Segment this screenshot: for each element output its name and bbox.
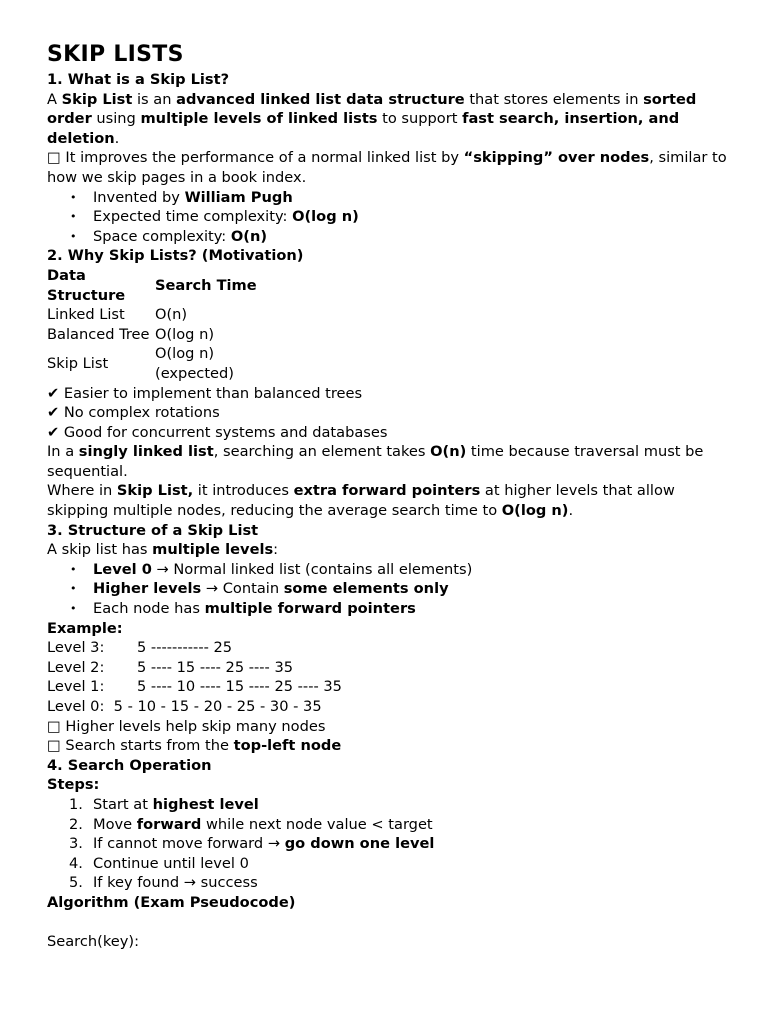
step-number: 4.	[69, 854, 83, 872]
note-search-start: □ Search starts from the top-left node	[47, 737, 342, 755]
check-item: ✔ No complex rotations	[47, 404, 220, 422]
list-item: • Each node has multiple forward pointers	[93, 599, 737, 619]
steps-list	[47, 795, 737, 893]
list-item: • Higher levels → Contain some elements only	[93, 579, 737, 599]
section-3-intro: A skip list has multiple levels:	[47, 541, 279, 559]
list-item: • Space complexity: O(n)	[93, 227, 737, 247]
step-number: 3.	[69, 835, 83, 853]
step-number: 1.	[69, 795, 83, 813]
level-0-line: Level 0: 5 - 10 - 15 - 20 - 25 - 30 - 35	[47, 698, 322, 715]
section-1-heading: 1. What is a Skip List?	[47, 71, 230, 88]
table-row	[47, 325, 275, 345]
list-item: 5. If key found → success	[69, 874, 258, 892]
section-2-para-skip-list: Where in Skip List, it introduces extra forward pointers at higher levels that allow skipping multiple nodes, reducing the average search time to O(log n).	[47, 482, 675, 520]
section-1-definition: A Skip List is an advanced linked list data structure that stores elements in sorted order using multiple levels of linked lists to support fast search, insertion, and deletion.	[47, 90, 697, 147]
level-label: Level 3:	[47, 639, 105, 657]
algorithm-label: Algorithm (Exam Pseudocode)	[47, 893, 296, 911]
section-3-bullets	[47, 560, 737, 619]
table-row	[47, 344, 275, 383]
table-header-row	[47, 266, 275, 305]
section-3-heading: 3. Structure of a Skip List	[47, 521, 259, 539]
comparison-table	[47, 266, 275, 384]
list-item: 4. Continue until level 0	[69, 854, 249, 872]
step-number: 5.	[69, 874, 83, 892]
level-line	[47, 658, 737, 678]
list-item: 3. If cannot move forward → go down one level	[69, 835, 435, 853]
level-value: 5 ---- 15 ---- 25 ---- 35	[137, 658, 294, 676]
section-1-note: □ It improves the performance of a normal linked list by “skipping” over nodes, similar to how we skip pages in a book index.	[47, 149, 727, 186]
blank-line	[47, 913, 737, 933]
step-number: 2.	[69, 815, 83, 833]
steps-label: Steps:	[47, 776, 100, 794]
document-page	[47, 40, 737, 952]
table-cell: Linked List	[47, 306, 125, 324]
table-cell: Skip List	[47, 355, 109, 373]
pseudocode-line: Search(key):	[47, 933, 139, 951]
example-label: Example:	[47, 619, 123, 637]
note-higher-levels: □ Higher levels help skip many nodes	[47, 717, 326, 735]
section-2-para-linked-list: In a singly linked list, searching an element takes O(n) time because traversal must be sequential.	[47, 443, 704, 480]
level-line	[47, 677, 737, 697]
list-item: • Expected time complexity: O(log n)	[93, 207, 737, 227]
document-title: SKIP LISTS	[47, 42, 184, 67]
list-item: • Invented by William Pugh	[93, 188, 737, 208]
table-cell: O(log n)	[155, 325, 215, 343]
table-cell: O(log n) (expected)	[155, 345, 234, 382]
table-header-cell: Data Structure	[47, 266, 126, 304]
list-item: • Level 0 → Normal linked list (contains all elements)	[93, 560, 737, 580]
check-item: ✔ Easier to implement than balanced trees	[47, 384, 363, 402]
level-value: 5 ---- 10 ---- 15 ---- 25 ---- 35	[137, 678, 342, 696]
table-row	[47, 305, 275, 325]
level-value: 5 ----------- 25	[137, 639, 233, 657]
table-cell: Balanced Tree	[47, 325, 150, 343]
level-line	[47, 638, 737, 658]
section-2-heading: 2. Why Skip Lists? (Motivation)	[47, 247, 304, 265]
section-4-heading: 4. Search Operation	[47, 756, 212, 774]
check-item: ✔ Good for concurrent systems and databases	[47, 423, 388, 441]
table-cell: O(n)	[155, 306, 188, 324]
level-label: Level 1:	[47, 678, 105, 696]
list-item: 2. Move forward while next node value < target	[69, 815, 433, 833]
level-label: Level 2:	[47, 658, 105, 676]
table-header-cell: Search Time	[155, 276, 257, 294]
section-1-bullets	[47, 188, 737, 247]
list-item: 1. Start at highest level	[69, 795, 259, 813]
